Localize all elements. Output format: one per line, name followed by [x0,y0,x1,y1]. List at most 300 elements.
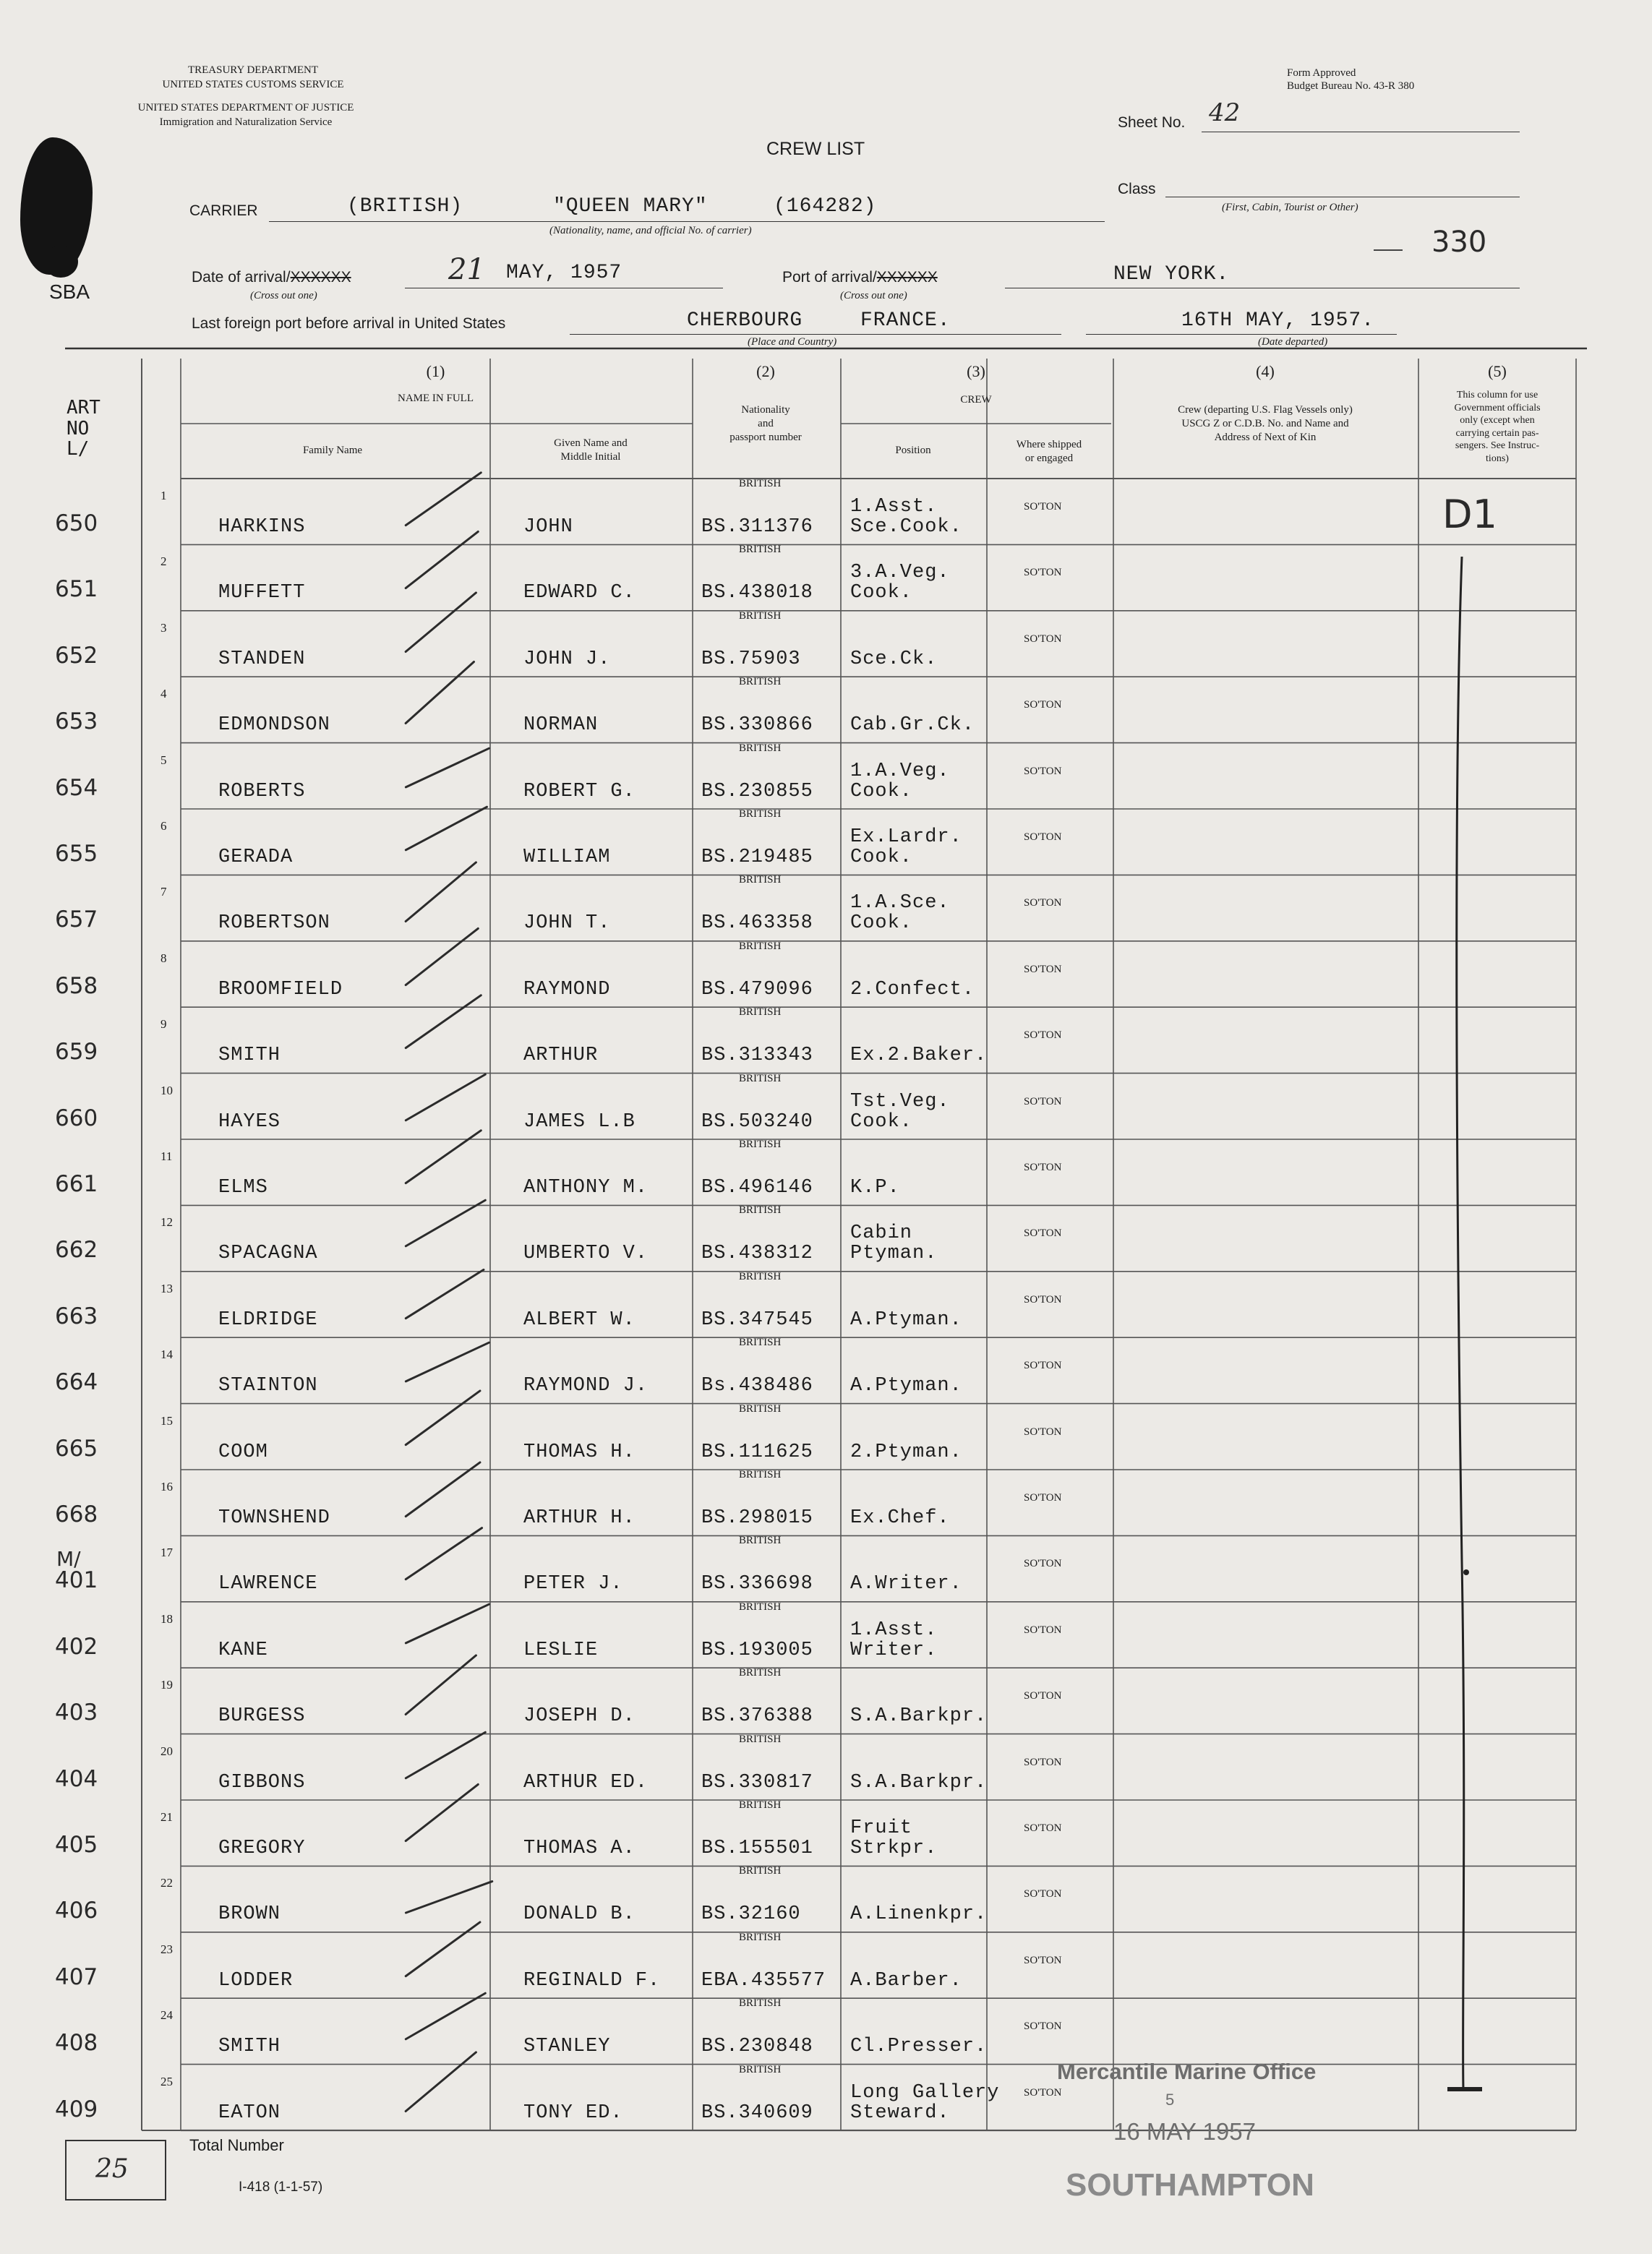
passport-number: BS.496146 [701,1177,813,1199]
passport-number: BS.347545 [701,1308,813,1331]
passport-number: BS.311376 [701,516,813,538]
col3-where-header: Where shipped or engaged [1016,439,1082,464]
family-name: LODDER [218,1969,294,1992]
passport-number: BS.438018 [701,582,813,604]
total-count-box [65,2140,166,2201]
art-number: 406 [55,1898,98,1924]
passport-number: BS.32160 [701,1903,801,1926]
last-port-caption: (Place and Country) [748,336,837,348]
check-tick [404,1199,487,1248]
check-tick [404,1603,490,1645]
position-line: Cabin [850,1222,913,1245]
position-line: 2.Ptyman. [850,1441,962,1463]
page-title: CREW LIST [766,139,865,159]
nationality: BRITISH [739,1667,782,1679]
family-name: ROBERTS [218,780,306,802]
passport-number: EBA.435577 [701,1969,826,1992]
art-number: 658 [55,972,98,999]
row-number: 1 [161,489,167,502]
last-port-place: CHERBOURG [687,309,803,332]
carrier-official-number: (164282) [774,195,877,218]
table-row [0,1668,1652,1734]
check-tick [404,1992,487,2041]
date-caption: (Cross out one) [250,290,317,301]
nationality: BRITISH [739,1733,782,1745]
position-line: A.Writer. [850,1573,962,1595]
table-row [0,1337,1652,1403]
departed-value: 16TH MAY, 1957. [1181,309,1375,332]
art-number: 662 [55,1237,98,1264]
given-name: ARTHUR [523,1045,599,1067]
given-name: STANLEY [523,2036,611,2058]
table-row [0,1074,1652,1139]
given-name: JAMES L.B [523,1110,635,1133]
nationality: BRITISH [739,676,782,688]
position-line: Ex.Lardr. [850,826,962,848]
col5-number: (5) [1488,362,1507,380]
row-number: 9 [161,1017,167,1032]
given-name: JOHN T. [523,912,611,935]
carrier-label: CARRIER [189,202,258,219]
carrier-caption: (Nationality, name, and official No. of carrier) [549,225,752,236]
passport-number: BS.298015 [701,1507,813,1529]
nationality: BRITISH [739,2063,782,2075]
row-number: 11 [161,1149,173,1163]
art-number: 655 [55,841,98,867]
table-row [0,743,1652,809]
given-name: NORMAN [523,714,599,737]
row-number: 3 [161,620,167,635]
table-row [0,941,1652,1007]
family-name: KANE [218,1639,268,1661]
position-line: Writer. [850,1639,938,1661]
nationality: BRITISH [739,1600,782,1613]
passport-number: BS.340609 [701,2101,813,2124]
family-name: GREGORY [218,1838,306,1859]
last-port-country: FRANCE. [860,309,951,332]
where-shipped: SO'TON [1024,1558,1062,1570]
position-line: Cook. [850,780,913,802]
row-number: 4 [161,687,167,701]
col2-title: Nationality and passport number [729,404,802,443]
carrier-nationality: (BRITISH) [347,195,463,218]
family-name: SMITH [218,2036,281,2058]
table-row [0,1932,1652,1998]
position-line: Cook. [850,847,913,868]
table-row [0,1535,1652,1601]
nationality: BRITISH [739,1270,782,1282]
family-name: LAWRENCE [218,1573,318,1595]
where-shipped: SO'TON [1024,897,1062,909]
position-line: Ex.2.Baker. [850,1045,988,1067]
row-number: 20 [161,1744,173,1758]
stamp-date: 16 MAY 1957 [1113,2118,1256,2145]
nationality: BRITISH [739,478,782,489]
family-name: COOM [218,1441,268,1463]
nationality: BRITISH [739,1997,782,2010]
art-number: 664 [55,1369,98,1396]
sheet-label: Sheet No. [1118,114,1186,131]
nationality: BRITISH [739,808,782,820]
where-shipped: SO'TON [1024,1756,1062,1768]
row-number: 13 [161,1281,173,1295]
departed-caption: (Date departed) [1258,336,1328,348]
given-name: THOMAS A. [523,1838,635,1859]
position-line: S.A.Barkpr. [850,1705,988,1728]
given-name: ANTHONY M. [523,1177,649,1199]
where-shipped: SO'TON [1024,831,1062,843]
col3-position-header: Position [895,445,931,456]
position-line: 1.Asst. [850,496,938,518]
passport-number: BS.193005 [701,1639,813,1661]
table-row [0,611,1652,677]
col5-official-mark: D1 [1442,492,1497,537]
form-id: I-418 (1-1-57) [239,2180,323,2195]
nationality: BRITISH [739,874,782,886]
passport-number: BS.75903 [701,648,801,670]
family-name: EDMONDSON [218,714,330,737]
passport-number: Bs.438486 [701,1375,813,1397]
given-name: REGINALD F. [523,1969,661,1992]
agency-line: TREASURY DEPARTMENT [187,64,319,76]
art-number: 653 [55,708,98,735]
nationality: BRITISH [739,609,782,622]
col3-title: CREW [960,394,992,406]
where-shipped: SO'TON [1024,2021,1062,2033]
position-line: Long Gallery [850,2081,1000,2104]
nationality: BRITISH [739,1799,782,1811]
position-line: Cook. [850,1110,913,1133]
family-name: BROOMFIELD [218,978,343,1000]
row-number: 25 [161,2074,173,2088]
family-name: TOWNSHEND [218,1507,330,1529]
date-label: Date of arrival/XXXXXX [192,269,351,286]
nationality: BRITISH [739,1072,782,1084]
position-line: A.Barber. [850,1969,962,1992]
position-line: Sce.Ck. [850,648,938,670]
last-port-label: Last foreign port before arrival in United States [192,315,506,332]
where-shipped: SO'TON [1024,1624,1062,1636]
art-number: 663 [55,1303,98,1329]
passport-number: BS.330866 [701,714,813,737]
row-number: 22 [161,1876,173,1890]
family-name: SMITH [218,1045,281,1067]
art-number: 405 [55,1832,98,1858]
col1-given-header: Given Name and Middle Initial [554,437,628,463]
row-number: 21 [161,1810,173,1824]
stamp-place: SOUTHAMPTON [1066,2167,1314,2203]
position-line: A.Ptyman. [850,1308,962,1331]
family-name: HAYES [218,1110,281,1133]
row-number: 14 [161,1347,173,1362]
row-number: 7 [161,885,167,899]
check-tick [404,1880,493,1914]
position-line: Cook. [850,582,913,604]
row-number: 17 [161,1546,173,1560]
nationality: BRITISH [739,1006,782,1019]
position-line: Steward. [850,2101,950,2124]
port-caption: (Cross out one) [840,290,907,301]
where-shipped: SO'TON [1024,1492,1062,1504]
family-name: HARKINS [218,516,306,538]
given-name: DONALD B. [523,1903,635,1926]
check-tick [404,1073,487,1122]
position-line: S.A.Barkpr. [850,1771,988,1794]
position-line: Sce.Cook. [850,516,962,538]
given-name: RAYMOND [523,978,611,1000]
port-label: Port of arrival/XXXXXX [782,269,938,286]
nationality: BRITISH [739,940,782,952]
position-line: K.P. [850,1177,900,1199]
given-name: PETER J. [523,1573,623,1595]
family-name: ROBERTSON [218,912,330,935]
col1-title: NAME IN FULL [398,393,474,404]
where-shipped: SO'TON [1024,1095,1062,1107]
col2-number: (2) [756,362,775,380]
given-name: ROBERT G. [523,780,635,802]
art-number: 652 [55,642,98,669]
art-number: 654 [55,774,98,801]
family-name: STAINTON [218,1375,318,1397]
agency-line: UNITED STATES CUSTOMS SERVICE [162,79,344,90]
row-number: 5 [161,753,167,767]
check-tick [404,1731,487,1780]
nationality: BRITISH [739,544,782,556]
struck-word: XXXXXX [290,269,351,286]
nationality: BRITISH [739,1402,782,1415]
table-row [0,809,1652,875]
where-shipped: SO'TON [1024,699,1062,711]
art-number: 401 [55,1567,98,1594]
family-name: ELDRIDGE [218,1308,318,1331]
art-header: ART NO L/ [67,397,100,460]
row-number: 15 [161,1413,173,1428]
port-value: NEW YORK. [1113,263,1230,286]
position-line: 2.Confect. [850,978,975,1000]
table-row [0,1800,1652,1866]
where-shipped: SO'TON [1024,765,1062,777]
art-number: 408 [55,2030,98,2057]
position-line: Strkpr. [850,1838,938,1859]
given-name: ARTHUR H. [523,1507,635,1529]
total-count: 25 [95,2154,129,2184]
art-number: 665 [55,1435,98,1462]
check-tick [404,1461,482,1518]
given-name: LESLIE [523,1639,599,1661]
art-number: 661 [55,1171,98,1197]
agency-line: Immigration and Naturalization Service [159,116,333,128]
given-name: ARTHUR ED. [523,1771,649,1794]
check-tick [404,747,490,789]
position-line: Ex.Chef. [850,1507,950,1529]
page-number: 330 [1431,226,1487,259]
table-row [0,1470,1652,1535]
agency-line: UNITED STATES DEPARTMENT OF JUSTICE [137,102,354,113]
row-number: 10 [161,1083,173,1097]
form-approved: Form Approved [1287,67,1356,79]
family-name: MUFFETT [218,582,306,604]
passport-number: BS.313343 [701,1045,813,1067]
given-name: UMBERTO V. [523,1243,649,1265]
date-value: MAY, 1957 [506,262,622,284]
passport-number: BS.111625 [701,1441,813,1463]
nationality: BRITISH [739,1469,782,1480]
art-number: 409 [55,2096,98,2122]
table-row [0,2065,1652,2130]
passport-number: BS.336698 [701,1573,813,1595]
row-number: 18 [161,1611,173,1626]
row-number: 16 [161,1480,173,1494]
table-row [0,1272,1652,1337]
row-number: 23 [161,1942,173,1956]
where-shipped: SO'TON [1024,1029,1062,1042]
row-number: 8 [161,951,167,965]
position-line: 3.A.Veg. [850,562,950,584]
row-number: 24 [161,2008,173,2023]
passport-number: BS.479096 [701,978,813,1000]
position-line: Cl.Presser. [850,2036,988,2058]
nationality: BRITISH [739,1535,782,1547]
nationality: BRITISH [739,1139,782,1150]
nationality: BRITISH [739,1865,782,1877]
given-name: JOSEPH D. [523,1705,635,1728]
table-row [0,875,1652,940]
where-shipped: SO'TON [1024,1822,1062,1834]
position-line: 1.A.Sce. [850,892,950,914]
col3-number: (3) [967,362,985,380]
stamp-line1: Mercantile Marine Office [1057,2059,1317,2084]
table-row [0,677,1652,742]
passport-number: BS.219485 [701,847,813,868]
position-line: Tst.Veg. [850,1090,950,1113]
where-shipped: SO'TON [1024,963,1062,975]
art-number: 651 [55,576,98,603]
nationality: BRITISH [739,1931,782,1943]
nationality: BRITISH [739,742,782,754]
where-shipped: SO'TON [1024,1227,1062,1240]
carrier-name: "QUEEN MARY" [553,195,708,218]
total-label: Total Number [189,2136,284,2154]
where-shipped: SO'TON [1024,1954,1062,1966]
position-line: A.Linenkpr. [850,1903,988,1926]
art-number: 668 [55,1501,98,1527]
art-prefix: M/ [56,1547,81,1572]
row-number: 19 [161,1678,173,1692]
stamp-line2: 5 [1165,2091,1175,2109]
row-number: 2 [161,554,167,569]
given-name: JOHN J. [523,648,611,670]
passport-number: BS.438312 [701,1243,813,1265]
col5-title: This column for use Government officials only (except when carrying certain pas- sengers. See Instruc- tions) [1454,390,1541,464]
class-label: Class [1118,181,1156,197]
class-caption: (First, Cabin, Tourist or Other) [1222,202,1358,213]
family-name: SPACAGNA [218,1243,318,1265]
art-number: 657 [55,907,98,933]
given-name: JOHN [523,516,573,538]
art-number: 404 [55,1765,98,1792]
where-shipped: SO'TON [1024,1293,1062,1306]
passport-number: BS.155501 [701,1838,813,1859]
art-number: 403 [55,1700,98,1726]
position-line: 1.A.Veg. [850,760,950,782]
check-tick [404,805,488,852]
where-shipped: SO'TON [1024,633,1062,645]
table-row [0,1205,1652,1271]
where-shipped: SO'TON [1024,1360,1062,1372]
family-name: STANDEN [218,648,306,670]
art-number: 402 [55,1633,98,1660]
budget-bureau-number: Budget Bureau No. 43-R 380 [1287,80,1415,92]
art-number: 659 [55,1039,98,1066]
table-row [0,1602,1652,1668]
nationality: BRITISH [739,1204,782,1217]
given-name: RAYMOND J. [523,1375,649,1397]
position-line: A.Ptyman. [850,1375,962,1397]
art-number: 650 [55,510,98,536]
family-name: GIBBONS [218,1771,306,1794]
table-row [0,479,1652,544]
table-row [0,1404,1652,1470]
position-line: Cook. [850,912,913,935]
passport-number: BS.503240 [701,1110,813,1133]
family-name: BURGESS [218,1705,306,1728]
where-shipped: SO'TON [1024,1162,1062,1173]
table-row [0,1998,1652,2064]
check-tick [404,1268,485,1319]
where-shipped: SO'TON [1024,501,1062,513]
row-number: 6 [161,819,167,833]
table-row [0,544,1652,610]
sheet-number: 42 [1209,98,1241,127]
table-row [0,1734,1652,1800]
where-shipped: SO'TON [1024,1690,1062,1702]
table-row [0,1866,1652,1932]
given-name: EDWARD C. [523,582,635,604]
position-line: 1.Asst. [850,1619,938,1641]
passport-number: BS.230848 [701,2036,813,2058]
table-row [0,1139,1652,1205]
family-name: BROWN [218,1903,281,1926]
struck-word: XXXXXX [876,269,938,286]
position-line: Fruit [850,1817,913,1839]
check-tick [404,1341,490,1383]
where-shipped: SO'TON [1024,1888,1062,1901]
row-number: 12 [161,1215,173,1230]
col4-title: Crew (departing U.S. Flag Vessels only) USCG Z or C.D.B. No. and Name and Address of Next of Kin [1178,404,1353,443]
date-day: 21 [448,253,485,286]
passport-number: BS.376388 [701,1705,813,1728]
given-name: THOMAS H. [523,1441,635,1463]
family-name: EATON [218,2101,281,2124]
passport-number: BS.463358 [701,912,813,935]
family-name: ELMS [218,1177,268,1199]
given-name: TONY ED. [523,2101,623,2124]
col1-family-header: Family Name [302,445,363,456]
check-tick [404,471,482,527]
nationality: BRITISH [739,1337,782,1349]
col1-number: (1) [426,362,445,380]
margin-mark: SBA [49,280,90,303]
position-line: Ptyman. [850,1243,938,1265]
art-number: 660 [55,1105,98,1131]
position-line: Cab.Gr.Ck. [850,714,975,737]
col4-number: (4) [1256,362,1275,380]
family-name: GERADA [218,847,294,868]
where-shipped: SO'TON [1024,2086,1062,2099]
where-shipped: SO'TON [1024,567,1062,579]
given-name: WILLIAM [523,847,611,868]
given-name: ALBERT W. [523,1308,635,1331]
